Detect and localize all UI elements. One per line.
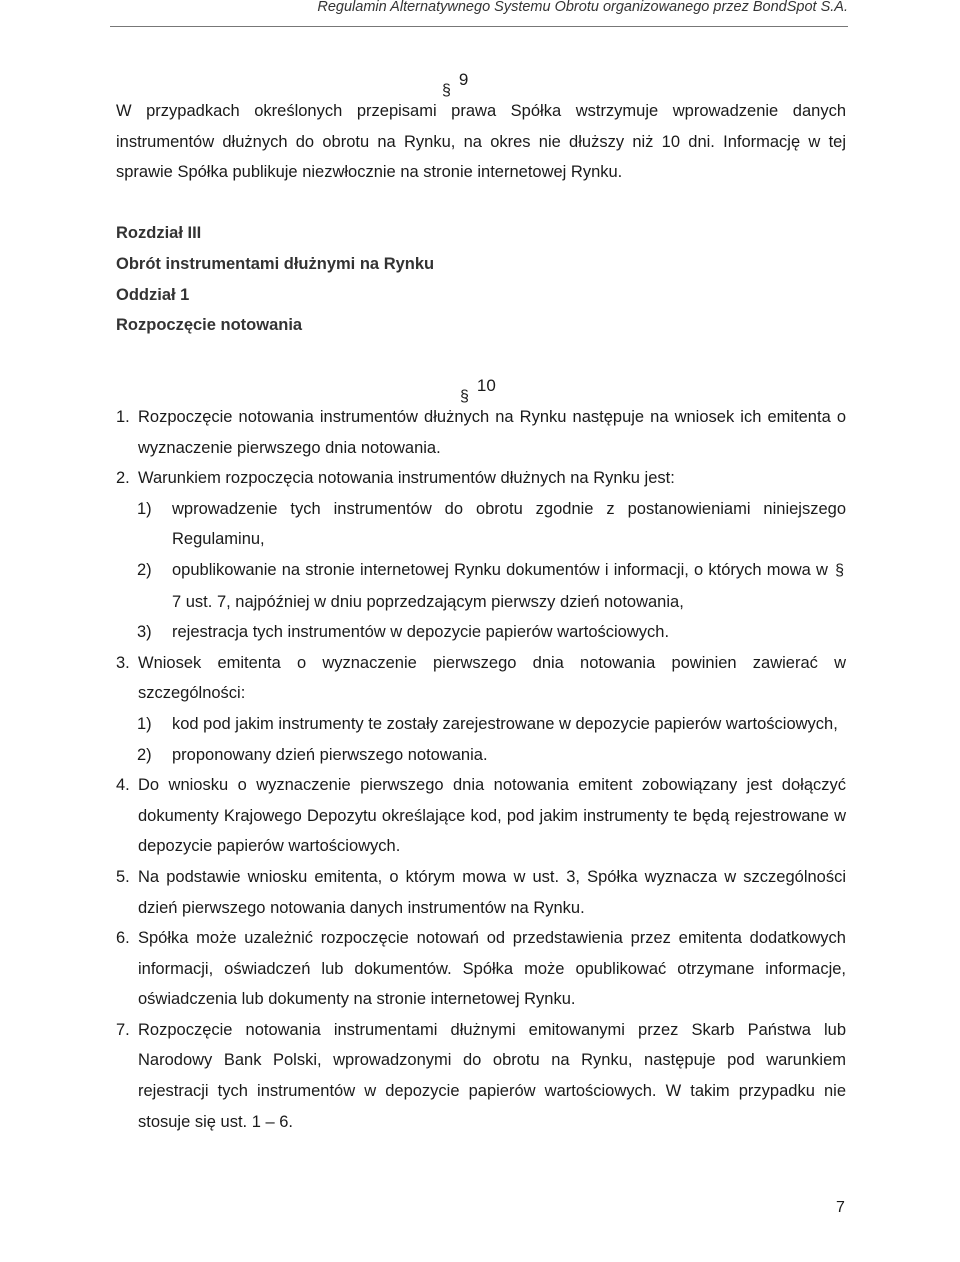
list-item [116,770,846,862]
item-number: 1. [116,408,130,426]
chapter-title: Rozdział III [116,224,202,242]
section-10-heading [460,376,496,405]
division-title: Oddział 1 [116,286,190,304]
section-9-number: 9 [458,70,469,89]
section-sign-icon: § [442,82,451,99]
section-sign-icon: § [835,561,844,579]
sub-item-text: wprowadzenie tych instrumentów do obrotu zgodnie z postanowieniami niniejszego Regulaminu, [172,499,846,549]
item-number: 6. [116,929,130,948]
sub-item [137,709,846,740]
section-9-heading [442,70,469,99]
item-number: 7. [116,1020,130,1039]
running-header: Regulamin Alternatywnego Systemu Obrotu organizowanego przez BondSpot S.A. [110,0,848,27]
sub-item-text-part2: 7 ust. 7, najpóźniej w dniu poprzedzającym pierwszy dzień notowania, [172,592,684,611]
sub-list [137,494,846,648]
item-number: 3. [116,653,130,672]
division-subtitle: Rozpoczęcie notowania [116,316,303,334]
item-number: 4. [116,776,130,795]
sub-list [137,709,846,770]
sub-item-text [172,555,846,617]
sub-item-number: 3) [137,623,152,642]
item-text: Rozpoczęcie notowania instrumentów dłużnych na Rynku następuje na wniosek ich emitenta o wyznaczenie pierwszego dnia notowania. [138,408,846,457]
section-10-number: 10 [476,376,496,395]
sub-item-text-part1: opublikowanie na stronie internetowej Rynku dokumentów i informacji, o których mowa w [172,560,828,579]
sub-item-number: 2) [137,560,152,579]
list-item [116,463,846,648]
sub-item-number: 1) [137,714,152,733]
item-text: Warunkiem rozpoczęcia notowania instrumentów dłużnych na Rynku jest: [138,469,675,488]
sub-item-text: rejestracja tych instrumentów w depozycie papierów wartościowych. [172,623,670,642]
sub-item-number: 1) [137,499,152,518]
sub-item [137,555,846,617]
sub-item-number: 2) [137,745,152,764]
item-body [138,648,846,770]
sub-item [137,494,846,555]
item-number: 5. [116,867,130,886]
item-number: 2. [116,469,130,488]
item-text: Na podstawie wniosku emitenta, o którym mowa w ust. 3, Spółka wyznacza w szczególności dzień pierwszego notowania danych instrumentów na Rynku. [138,867,846,917]
list-item [116,1015,846,1137]
item-text: Wniosek emitenta o wyznaczenie pierwszego dnia notowania powinien zawierać w szczególności: [138,653,846,703]
item-body [138,463,846,648]
page-number: 7 [836,1199,845,1216]
section-9-paragraph: W przypadkach określonych przepisami prawa Spółka wstrzymuje wprowadzenie danych instrumentów dłużnych do obrotu na Rynku, na okres nie dłuższy niż 10 dni. Informację w tej sprawie Spółka publikuje niezwłocznie na stronie internetowej Rynku. [116,102,846,182]
section-sign-icon: § [460,388,469,405]
sub-item [137,740,846,771]
list-item [116,862,846,923]
chapter-subtitle: Obrót instrumentami dłużnymi na Rynku [116,255,435,273]
list-item [116,402,846,463]
sub-item-text: proponowany dzień pierwszego notowania. [172,745,488,764]
item-text: Do wniosku o wyznaczenie pierwszego dnia notowania emitent zobowiązany jest dołączyć dokumenty Krajowego Depozytu określające kod, pod jakim instrumenty te będą rejestrowane w depozycie papierów wartościowych. [138,776,846,856]
list-item [116,648,846,770]
sub-item [137,617,846,648]
section-10-list [116,402,846,1137]
item-text: Spółka może uzależnić rozpoczęcie notowań od przedstawienia przez emitenta dodatkowych informacji, oświadczeń lub dokumentów. Spółka może opublikować otrzymane informacje, oświadczenia lub dokumenty na stronie internetowej Rynku. [138,929,846,1009]
sub-item-text: kod pod jakim instrumenty te zostały zarejestrowane w depozycie papierów wartościowych, [172,714,838,733]
item-text: Rozpoczęcie notowania instrumentami dłużnymi emitowanymi przez Skarb Państwa lub Narodowy Bank Polski, wprowadzonymi do obrotu na Rynku, następuje pod warunkiem rejestracji tych instrumentów w depozycie papierów wartościowych. W takim przypadku nie stosuje się ust. 1 – 6. [138,1020,846,1131]
list-item [116,923,846,1015]
